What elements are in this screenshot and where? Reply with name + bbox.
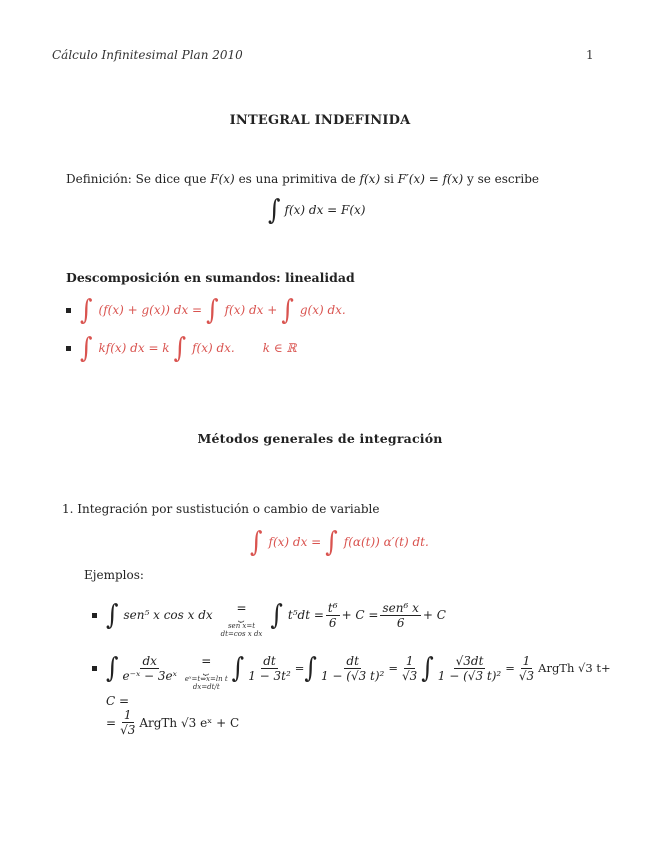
fraction: $\frac{dt}{\text{1 − 3t²}}$ bbox=[248, 653, 291, 683]
running-title: Cálculo Infinitesimal Plan 2010 bbox=[52, 48, 243, 62]
linearity-item-scalar: ∫ kf(x) dx = k ∫ f(x) dx. k ∈ ℝ bbox=[66, 336, 297, 360]
linearity-heading: Descomposición en sumandos: linealidad bbox=[66, 270, 355, 285]
bullet bbox=[92, 613, 97, 618]
example-1: ∫ sen⁵ x cos x dx = ⏟ sen x=t dt=cos x dx ∫ t⁵dt = $\frac{\text{t⁶}}{6}$ + C = $\frac{\text{sen⁶ x}}{6}$ + C bbox=[92, 592, 446, 638]
integral-sign: ∫ bbox=[268, 193, 281, 227]
examples-label: Ejemplos: bbox=[84, 568, 144, 582]
fraction: $\frac{\text{sen⁶ x}}{6}$ bbox=[382, 600, 419, 630]
methods-heading: Métodos generales de integración bbox=[197, 431, 443, 446]
definition-formula: ∫ f(x) dx = F(x) bbox=[268, 193, 366, 227]
example-2-result: = $\frac{1}{√3}$ ArgTh √3 eˣ + C bbox=[106, 708, 240, 737]
fraction: $\frac{1}{√3}$ bbox=[120, 708, 136, 737]
bullet bbox=[66, 346, 71, 351]
page-number: 1 bbox=[586, 48, 594, 62]
page-title: INTEGRAL INDEFINIDA bbox=[229, 113, 411, 128]
definition-text: Definición: Se dice que F(x) es una primitiva de f(x) si F′(x) = f(x) y se escribe bbox=[66, 172, 540, 186]
fraction: $\frac{dx}{\text{e⁻ˣ − 3eˣ}}$ bbox=[122, 653, 177, 683]
linearity-item-sum: ∫ (f(x) + g(x)) dx = ∫ f(x) dx + ∫ g(x) dx. bbox=[66, 298, 346, 322]
fraction: $\frac{1}{√3}$ bbox=[518, 653, 535, 683]
bullet bbox=[66, 308, 71, 313]
fraction: $\frac{dt}{\text{1 − (√3 t)²}}$ bbox=[320, 653, 385, 683]
substitution-note: = ⏟ eˣ=t⇔x=ln t dx=dt/t bbox=[184, 654, 228, 691]
substitution-formula: ∫ f(x) dx = ∫ f(α(t)) α′(t) dt. bbox=[250, 525, 429, 559]
example-2: ∫ $\frac{dx}{\text{e⁻ˣ − 3eˣ}}$ = ⏟ eˣ=t⇔x=ln t dx=dt/t ∫ $\frac{dt}{\text{1 − 3t²}}$ = ∫ $\frac{dt}{\text{1 − (√3 t)²}}$ = $\frac{1}{√3}$ ∫ $\frac{√3dt}{\text{1 − (√3 t)²}}$ = $\frac{1}{√3}$ ArgTh √3 t+ bbox=[92, 645, 611, 691]
bullet bbox=[92, 666, 97, 671]
fraction: $\frac{\text{t⁶}}{6}$ bbox=[327, 600, 338, 630]
fraction: $\frac{√3dt}{\text{1 − (√3 t)²}}$ bbox=[437, 653, 502, 683]
method-1-label: 1. Integración por sustistución o cambio de variable bbox=[62, 502, 380, 516]
substitution-note: = ⏟ sen x=t dt=cos x dx bbox=[220, 601, 263, 638]
example-2-continuation: C = bbox=[106, 694, 130, 708]
fraction: $\frac{1}{√3}$ bbox=[402, 653, 418, 683]
